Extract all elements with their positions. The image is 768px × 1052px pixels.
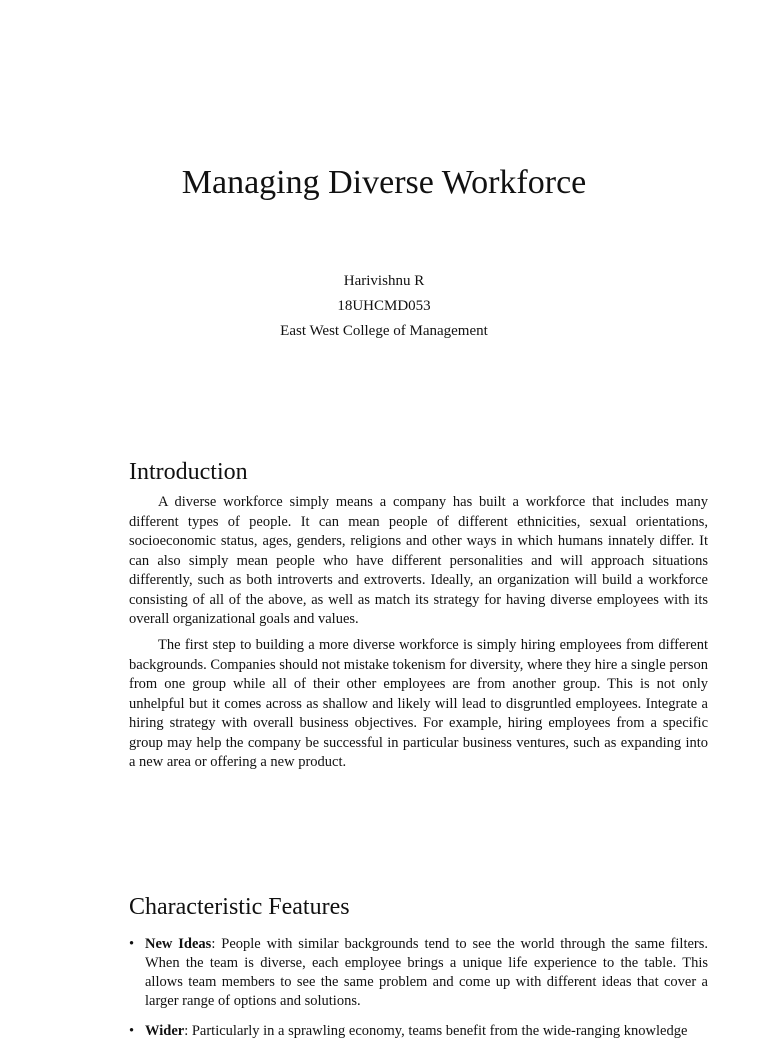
introduction-paragraph-1: A diverse workforce simply means a company has built a workforce that includes many different types of people. It can mean people of different ethnicities, sexual orientations, socioeconomic status, ages, genders, religions and other ways in which humans innately differ. It can also simply mean people who have different personalities and will approach situations differently, such as both introverts and extroverts. Ideally, an organization will build a workforce consisting of all of the above, as well as match its strategy for having diverse employees with its overall organizational goals and values.	[129, 494, 708, 627]
feature-text: : Particularly in a sprawling economy, teams benefit from the wide-ranging knowledge	[184, 1023, 688, 1039]
features-heading: Characteristic Features	[129, 894, 350, 920]
document-title: Managing Diverse Workforce	[181, 164, 587, 201]
bullet-icon: •	[129, 1023, 135, 1039]
feature-term: Wider	[145, 1023, 185, 1039]
list-item	[129, 935, 708, 1011]
features-list	[129, 935, 708, 1052]
feature-text: : People with similar backgrounds tend to see the world through the same filters. When the team is diverse, each employee brings a unique life experience to the table. This allows team members to see the same problem and come up with different ideas that cover a larger range of options and solutions.	[145, 936, 709, 1009]
feature-term: New Ideas	[145, 936, 212, 952]
author-institution: East West College of Management	[280, 323, 488, 339]
introduction-paragraph-2: The first step to building a more diverse workforce is simply hiring employees from different backgrounds. Companies should not mistake tokenism for diversity, where they hire a single person from one group while all of their other employees are from another group. This is not only unhelpful but it comes across as shallow and likely will lead to disgruntled employees. Integrate a hiring strategy with overall business objectives. For example, hiring employees from a specific group may help the company be successful in particular business ventures, such as expanding into a new area or offering a new product.	[129, 637, 708, 770]
author-name: Harivishnu R	[343, 273, 425, 289]
author-id: 18UHCMD053	[337, 298, 431, 314]
list-item	[129, 1022, 708, 1041]
bullet-icon: •	[129, 936, 135, 952]
introduction-heading: Introduction	[129, 459, 248, 485]
